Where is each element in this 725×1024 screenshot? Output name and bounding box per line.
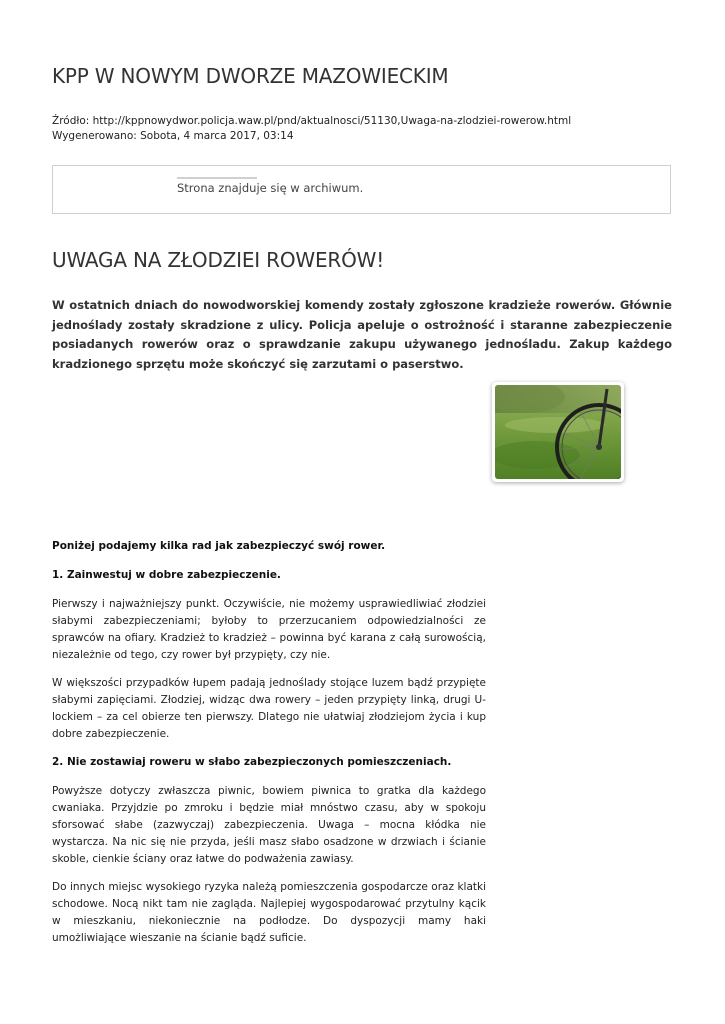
- tips-intro: Poniżej podajemy kilka rad jak zabezpieczyć swój rower.: [52, 540, 386, 552]
- site-title: KPP W NOWYM DWORZE MAZOWIECKIM: [52, 64, 449, 88]
- tip-1-paragraph-1: Pierwszy i najważniejszy punkt. Oczywiście, nie możemy usprawiedliwiać złodziei słabymi zabezpieczeniami; byłoby to przerzucaniem odpowiedzialności ze sprawców na ofiary. Kradzież to kradzież – powinna być karana z całą surowością, niezależnie od tego, czy rower był przypięty, czy nie.: [52, 598, 486, 661]
- archive-message: Strona znajduje się w archiwum.: [177, 181, 364, 195]
- source-url: Źródło: http://kppnowydwor.policja.waw.pl/pnd/aktualnosci/51130,Uwaga-na-zlodziei-rowerow.html: [52, 115, 572, 127]
- archive-notice: [52, 165, 671, 214]
- tip-2-paragraph-2: Do innych miejsc wysokiego ryzyka należą pomieszczenia gospodarcze oraz klatki schodowe. Nocą nikt tam nie zagląda. Najlepiej wygospodarować przytulny kącik w mieszkaniu, niekoniecznie na podłodze. Do dyspozycji mamy haki umożliwiające wieszanie na ścianie bądź suficie.: [52, 881, 486, 944]
- article-lead: W ostatnich dniach do nowodworskiej komendy zostały zgłoszone kradzieże rowerów. Głównie jednoślady zostały skradzione z ulicy. Policja apeluje o ostrożność i staranne zabezpieczenie posiadanych rowerów oraz o sprawdzanie zakupu używanego jednośladu. Zakup każdego kradzionego sprzętu może skończyć się zarzutami o paserstwo.: [52, 298, 672, 371]
- bicycle-wheel-photo-icon: [495, 385, 621, 479]
- tip-1-paragraph-2: W większości przypadków łupem padają jednoślady stojące luzem bądź przypięte słabymi zapięciami. Złodziej, widząc dwa rowery – jeden przypięty linką, drugi U-lockiem – za cel obierze ten pierwszy. Dlatego nie ułatwiaj złodziejom życia i kup dobre zabezpieczenie.: [52, 677, 486, 740]
- generated-date: Wygenerowano: Sobota, 4 marca 2017, 03:14: [52, 130, 294, 142]
- article-photo: [492, 382, 624, 482]
- article-body: [52, 538, 486, 958]
- article-title: UWAGA NA ZŁODZIEI ROWERÓW!: [52, 248, 385, 272]
- tip-2-paragraph-1: Powyższe dotyczy zwłaszcza piwnic, bowiem piwnica to gratka dla każdego cwaniaka. Przyjdzie po zmroku i będzie miał mnóstwo czasu, aby w spokoju sforsować słabe (zazwyczaj) zabezpieczenia. Uwaga – mocna kłódka nie wystarcza. Na nic się nie przyda, jeśli masz słabo osadzone w drzwiach i ścianie skoble, cienkie ściany oraz łatwe do podważenia zawiasy.: [52, 785, 486, 865]
- tip-1-heading: 1. Zainwestuj w dobre zabezpieczenie.: [52, 569, 281, 581]
- page-meta: [52, 114, 571, 144]
- archive-divider: [177, 177, 257, 179]
- tip-2-heading: 2. Nie zostawiaj roweru w słabo zabezpieczonych pomieszczeniach.: [52, 756, 452, 768]
